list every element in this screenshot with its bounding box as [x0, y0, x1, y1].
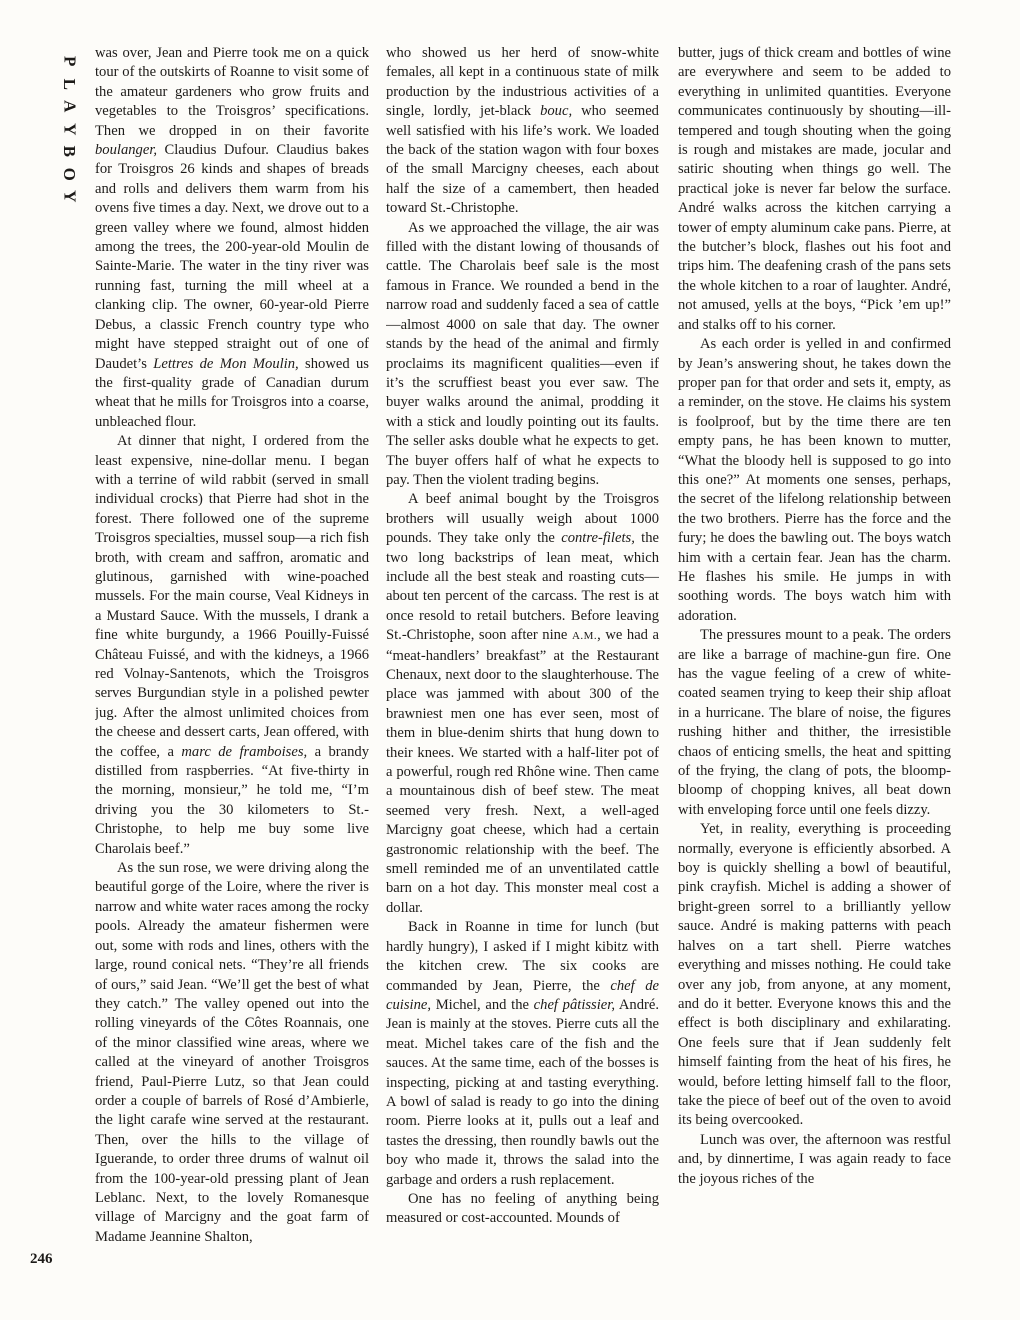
text-column-2 [386, 44, 659, 1284]
body-paragraph: Yet, in reality, everything is proceeding normally, everyone is efficiently absorbed. A boy is quickly shelling a bowl of beautiful, pink crayfish. Michel is adding a shower of bright-green sorrel to a brilliantly yellow sauce. André is making patterns with peach halves on a tart shell. Pierre watches everything and misses nothing. He could take over any job, from anyone, at any moment, and do it better. Everyone knows this and the effect is both disciplinary and exhilarating. One feels sure that if Jean suddenly felt himself fainting from the heat of his fires, he would, before letting himself fall to the floor, take the piece of beef out of the oven to avoid its being overcooked. [678, 821, 951, 1129]
body-paragraph: Back in Roanne in time for lunch (but hardly hungry), I asked if I might kibitz with the kitchen crew. The six cooks are commanded by Jean, Pierre, the chef de cuisine, Michel, and the chef pâtissier, André. Jean is mainly at the stoves. Pierre cuts all the meat. Michel takes care of the fish and the sauces. At the same time, each of the bosses is inspecting, picking at and tasting everything. A bowl of salad is ready to go into the dining room. Pierre looks at it, pulls out a leaf and tastes the dressing, then roundly bawls out the boy who made it, throws the salad into the garbage and orders a rush replacement. [386, 919, 659, 1188]
body-paragraph: butter, jugs of thick cream and bottles of wine are everywhere and seem to be added to everything in unlimited quantities. Everyone communicates continuously by shouting—ill-tempered and tough shouting when the going is rough and mistakes are made, jocular and satiric shouting when things go well. The practical joke is never far below the surface. André walks across the kitchen carrying a tower of empty aluminum cake pans. Pierre, at the butcher’s block, flashes out his foot and trips him. The deafening crash of the pans sets the whole kitchen to a roar of laughter. André, not amused, yells at the boys, “Pick ’em up!” and stalks off to his corner. [678, 45, 951, 333]
body-paragraph: The pressures mount to a peak. The orders are like a barrage of machine-gun fire. One has the vague feeling of a crew of white-coated seamen trying to keep their ship afloat in a hurricane. The blare of noise, the figures rushing hither and thither, the irresistible chaos of enticing smells, the heat and spitting of the frying, the clang of pots, the bloomp-bloomp of chopping knives, all beat down with enveloping force until one feels dizzy. [678, 627, 951, 818]
body-paragraph: As each order is yelled in and confirmed by Jean’s answering shout, he takes down the proper pan for that order and sets it, empty, as a reminder, on the stove. He claims his system is foolproof, but by the time there are ten empty pans, he has been known to mutter, “What the bloody hell is supposed to go into this one?” At moments one senses, perhaps, the secret of the lifelong relationship between the two brothers. Pierre has the force and the fury; he does the bawling out. The boys watch him with a certain fear. Jean has the charm. He flashes his smile. He jumps in with soothing words. The boys watch him with adoration. [678, 336, 951, 624]
body-paragraph: was over, Jean and Pierre took me on a quick tour of the outskirts of Roanne to visit some of the amateur gardeners who grow fruits and vegetables to the Troisgros’ specifications. Then we dropped in on their favorite boulanger, Claudius Dufour. Claudius bakes for Troisgros 26 kinds and shapes of breads and rolls and delivers them warm from his ovens five times a day. Next, we drove out to a green valley where we found, almost hidden among the trees, the 200-year-old Moulin de Sainte-Marie. The water in the tiny river was running fast, turning the mill wheel at a clanking clip. The owner, 60-year-old Pierre Debus, a classic French country type who might have stepped straight out of one of Daudet’s Lettres de Mon Moulin, showed us the first-quality grade of Canadian durum wheat that he mills for Troisgros into a coarse, unbleached flour. [95, 45, 369, 430]
magazine-sidebar-title [58, 50, 80, 208]
sidebar-letter: A [60, 100, 80, 113]
sidebar-letter: P [60, 56, 80, 67]
body-paragraph: who showed us her herd of snow-white females, all kept in a continuous state of milk production by the industrious activities of a single, lordly, jet-black bouc, who seemed well satisfied with his life’s work. We loaded the back of the station wagon with four boxes of the small Marcigny cheeses, each about half the size of a camembert, then headed toward St.-Christophe. [386, 45, 659, 217]
body-paragraph: A beef animal bought by the Troisgros brothers will usually weigh about 1000 pounds. They take only the contre-filets, the two long backstrips of lean meat, which include all the best steak and roasting cuts—about ten percent of the carcass. The rest is at once resold to retail butchers. Before leaving St.-Christophe, soon after nine A.M., we had a “meat-handlers’ breakfast” at the Restaurant Chenaux, next door to the slaughterhouse. The place was jammed with about 300 of the brawniest men one has ever seen, most of them in blue-denim shirts that hung down to their knees. We started with a half-liter pot of a powerful, rough red Rhône wine. Then came a mountainous dish of beef stew. The meat seemed very fresh. Next, a well-aged Marcigny goat cheese, which had a certain gastronomic relationship with the beef. The smell reminded me of an unventilated cattle barn on a hot day. This monster meal cost a dollar. [386, 491, 659, 916]
page-number: 246 [30, 1251, 53, 1267]
body-paragraph: One has no feeling of anything being measured or cost-accounted. Mounds of [386, 1190, 659, 1227]
body-paragraph: Lunch was over, the afternoon was restful and, by dinnertime, I was again ready to face the joyous riches of the [678, 1131, 951, 1187]
text-column-3 [678, 44, 951, 1284]
sidebar-letter: O [60, 167, 80, 181]
sidebar-letter: L [60, 78, 80, 90]
sidebar-letter: Y [60, 122, 80, 135]
body-paragraph: At dinner that night, I ordered from the least expensive, nine-dollar menu. I began with a terrine of wild rabbit (served in small individual crocks) that Pierre had shot in the forest. There followed one of the supreme Troisgros specialties, mussel soup—a rich fish broth, with cream and saffron, aromatic and glutinous, garnished with wine-poached mussels. For the main course, Veal Kidneys in a Mustard Sauce. With the mussels, I drank a fine white burgundy, a 1966 Pouilly-Fuissé Château Fuissé, and with the kidneys, a 1966 red Volnay-Santenots, which the Troisgros serves Burgundian style in a polished pewter jug. After the almost unlimited choices from the cheese and dessert carts, Jean offered, with the coffee, a marc de framboises, a brandy distilled from raspberries. “At five-thirty in the morning, monsieur,” he told me, “I’m driving you the 30 kilometers to St.-Christophe, to help me buy some live Charolais beef.” [95, 433, 369, 857]
body-paragraph: As the sun rose, we were driving along the beautiful gorge of the Loire, where the river is narrow and white water races among the rocky pools. Already the amateur fishermen were out, some with rods and lines, others with the large, round conical nets. “They’re all friends of ours,” said Jean. “We’ll get the best of what they catch.” The valley opened out into the rolling vineyards of the Côtes Roannais, one of the minor classified wine areas, where we called at the vineyard of another Troisgros friend, Paul-Pierre Lutz, so that Jean could order a couple of barrels of Rosé d’Ambierle, the light carafe wine served at the restaurant. Then, over the hills to the village of Iguerande, to order three drums of walnut oil from the 100-year-old pressing plant of Jean Leblanc. Next, to the lovely Romanesque village of Marcigny and the goat farm of Madame Jeannine Shalton, [95, 860, 369, 1245]
body-paragraph: As we approached the village, the air was filled with the distant lowing of thousands of cattle. The Charolais beef sale is the most famous in France. We rounded a bend in the narrow road and suddenly faced a sea of cattle—almost 4000 on sale that day. The owner stands by the head of the animal and firmly proclaims its magnificent qualities—even if it’s the scruffiest beast you ever saw. The buyer walks around the animal, prodding it with a stick and loudly pointing out its faults. The seller asks double what he expects to get. The buyer offers half of what he expects to pay. Then the violent trading begins. [386, 219, 659, 488]
sidebar-letter: Y [60, 190, 80, 203]
text-column-1 [95, 44, 369, 1284]
sidebar-letter: B [60, 145, 80, 157]
